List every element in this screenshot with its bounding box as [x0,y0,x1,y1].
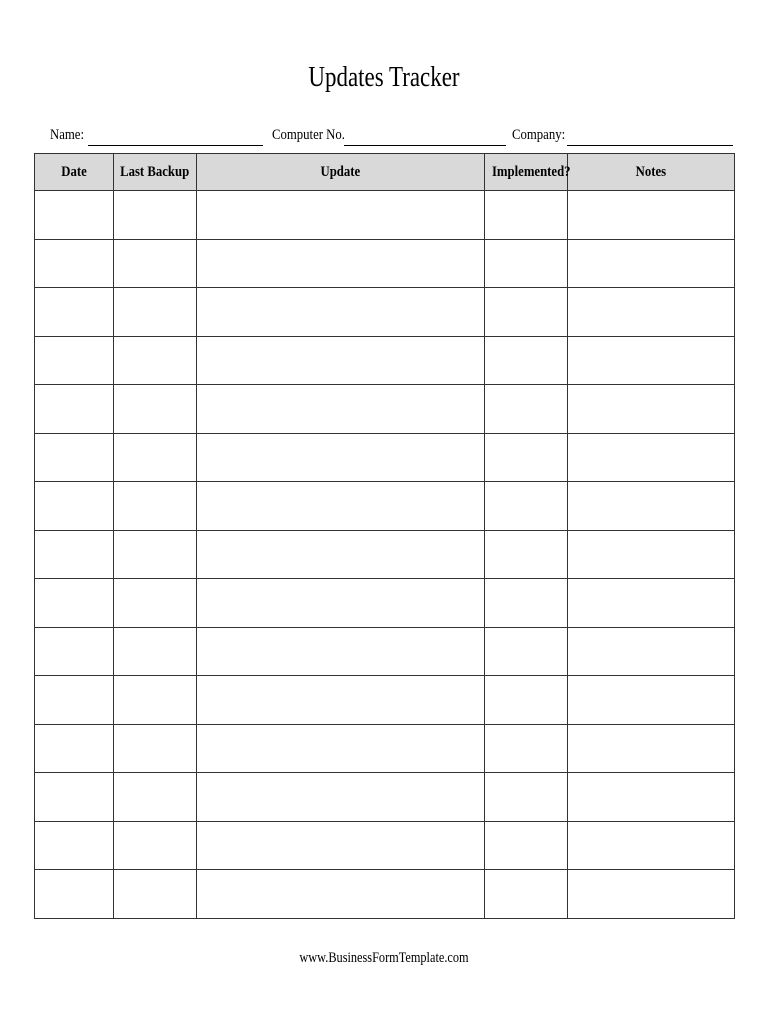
table-row [35,627,735,676]
table-row [35,676,735,725]
cell-last-backup[interactable] [114,773,197,822]
cell-notes[interactable] [568,676,735,725]
cell-notes[interactable] [568,191,735,240]
cell-implemented[interactable] [485,288,568,337]
cell-date[interactable] [35,288,114,337]
footer-website: www.BusinessFormTemplate.com [299,950,469,966]
cell-update[interactable] [197,482,485,531]
cell-notes[interactable] [568,482,735,531]
table-body [35,191,735,919]
cell-notes[interactable] [568,773,735,822]
cell-update[interactable] [197,773,485,822]
cell-notes[interactable] [568,530,735,579]
table-row [35,870,735,919]
table-row [35,773,735,822]
table-row [35,821,735,870]
cell-last-backup[interactable] [114,433,197,482]
cell-update[interactable] [197,433,485,482]
cell-update[interactable] [197,821,485,870]
cell-last-backup[interactable] [114,239,197,288]
table-header-row [35,154,735,191]
column-header-implemented: Implemented? [485,154,568,191]
computer-no-label: Computer No. [272,127,345,143]
column-header-last-backup: Last Backup [114,154,197,191]
cell-implemented[interactable] [485,724,568,773]
table-row [35,288,735,337]
cell-update[interactable] [197,191,485,240]
cell-implemented[interactable] [485,482,568,531]
cell-last-backup[interactable] [114,191,197,240]
name-field[interactable] [88,145,263,146]
cell-last-backup[interactable] [114,724,197,773]
table-row [35,385,735,434]
cell-date[interactable] [35,336,114,385]
cell-update[interactable] [197,239,485,288]
cell-notes[interactable] [568,336,735,385]
cell-update[interactable] [197,579,485,628]
table-row [35,579,735,628]
cell-last-backup[interactable] [114,482,197,531]
table-row [35,433,735,482]
cell-update[interactable] [197,724,485,773]
cell-last-backup[interactable] [114,676,197,725]
table-row [35,530,735,579]
company-field[interactable] [567,145,733,146]
cell-date[interactable] [35,385,114,434]
cell-date[interactable] [35,239,114,288]
cell-last-backup[interactable] [114,336,197,385]
cell-date[interactable] [35,821,114,870]
cell-last-backup[interactable] [114,530,197,579]
cell-implemented[interactable] [485,579,568,628]
cell-notes[interactable] [568,627,735,676]
cell-date[interactable] [35,579,114,628]
cell-date[interactable] [35,676,114,725]
page-title: Updates Tracker [308,62,460,93]
updates-table [34,153,735,919]
column-header-update: Update [197,154,485,191]
cell-implemented[interactable] [485,821,568,870]
cell-implemented[interactable] [485,773,568,822]
cell-update[interactable] [197,870,485,919]
name-label: Name: [50,127,84,143]
computer-no-field[interactable] [344,145,506,146]
cell-notes[interactable] [568,579,735,628]
cell-date[interactable] [35,530,114,579]
table-row [35,336,735,385]
cell-implemented[interactable] [485,676,568,725]
cell-last-backup[interactable] [114,870,197,919]
cell-date[interactable] [35,773,114,822]
company-label: Company: [512,127,566,143]
cell-date[interactable] [35,482,114,531]
cell-last-backup[interactable] [114,821,197,870]
column-header-date: Date [35,154,114,191]
cell-date[interactable] [35,870,114,919]
cell-implemented[interactable] [485,870,568,919]
form-header-fields [50,122,734,148]
table-row [35,239,735,288]
cell-date[interactable] [35,724,114,773]
cell-update[interactable] [197,385,485,434]
table-row [35,191,735,240]
cell-date[interactable] [35,191,114,240]
cell-notes[interactable] [568,288,735,337]
cell-notes[interactable] [568,239,735,288]
cell-implemented[interactable] [485,627,568,676]
cell-last-backup[interactable] [114,579,197,628]
cell-implemented[interactable] [485,336,568,385]
cell-implemented[interactable] [485,530,568,579]
column-header-notes: Notes [568,154,735,191]
cell-notes[interactable] [568,870,735,919]
cell-update[interactable] [197,676,485,725]
cell-notes[interactable] [568,385,735,434]
cell-date[interactable] [35,627,114,676]
cell-notes[interactable] [568,821,735,870]
cell-last-backup[interactable] [114,385,197,434]
cell-update[interactable] [197,530,485,579]
cell-last-backup[interactable] [114,627,197,676]
cell-implemented[interactable] [485,385,568,434]
cell-update[interactable] [197,288,485,337]
cell-date[interactable] [35,433,114,482]
table-row [35,724,735,773]
cell-implemented[interactable] [485,191,568,240]
cell-update[interactable] [197,336,485,385]
cell-implemented[interactable] [485,239,568,288]
table-row [35,482,735,531]
cell-update[interactable] [197,627,485,676]
cell-notes[interactable] [568,724,735,773]
cell-notes[interactable] [568,433,735,482]
cell-last-backup[interactable] [114,288,197,337]
cell-implemented[interactable] [485,433,568,482]
